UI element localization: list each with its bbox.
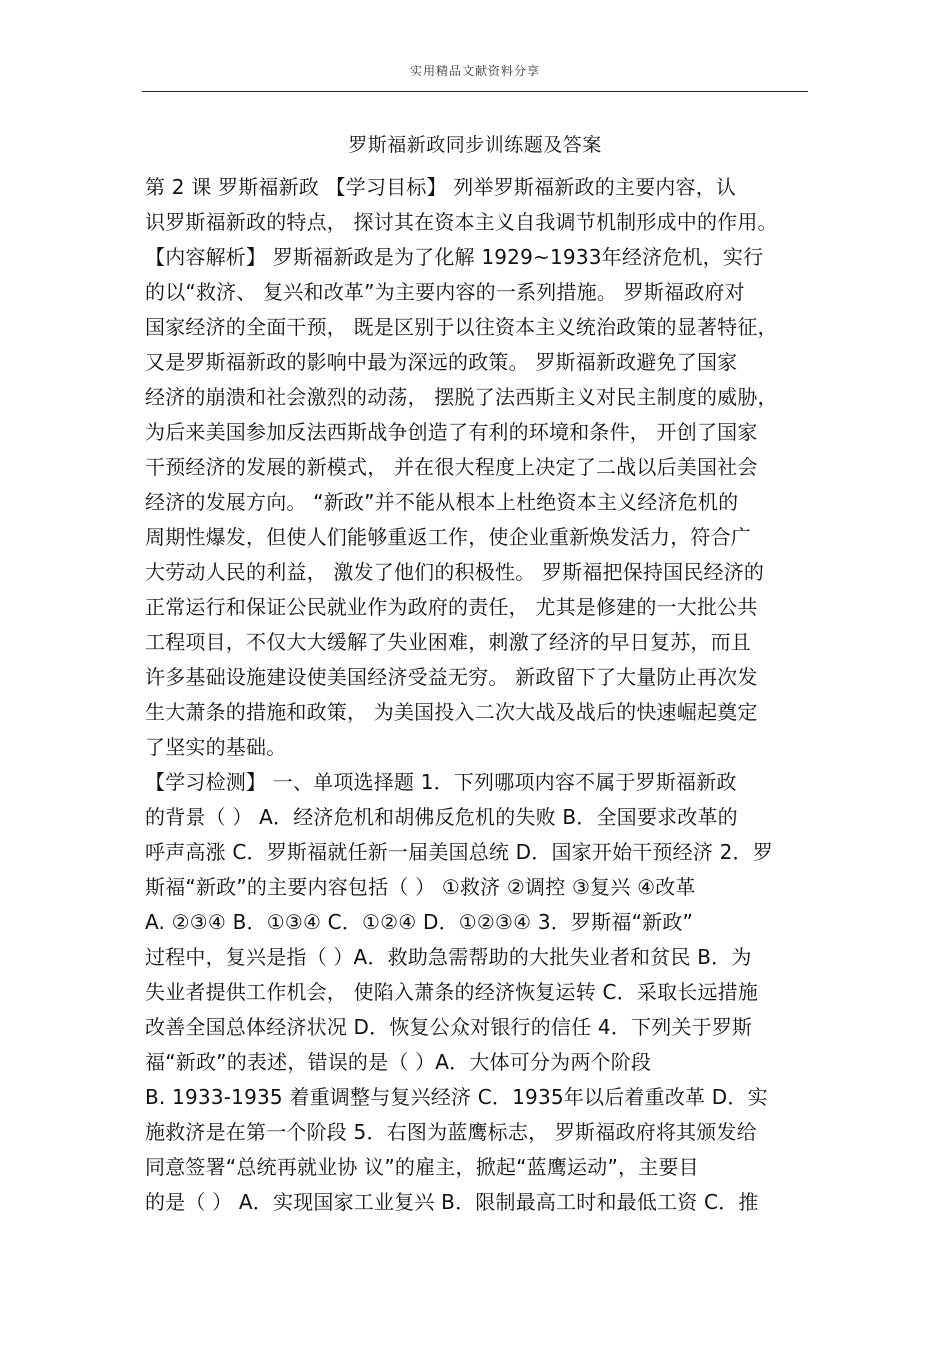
body-line: 许多基础设施建设使美国经济受益无穷。 新政留下了大量防止再次发 bbox=[145, 665, 758, 689]
body-line: A. ②③④ B．①③④ C．①②④ D．①②③④ 3．罗斯福“新政” bbox=[145, 910, 694, 934]
body-line: 改善全国总体经济状况 D．恢复公众对银行的信任 4．下列关于罗斯 bbox=[145, 1015, 753, 1039]
body-line: 的以“救济、 复兴和改革”为主要内容的一系列措施。 罗斯福政府对 bbox=[145, 280, 745, 304]
body-line: 大劳动人民的利益， 激发了他们的积极性。 罗斯福把保持国民经济的 bbox=[145, 560, 765, 584]
body-line: 生大萧条的措施和政策， 为美国投入二次大战及战后的快速崛起奠定 bbox=[145, 700, 758, 724]
body-line: 了坚实的基础。 bbox=[145, 735, 287, 759]
body-line: 的是（ ） A．实现国家工业复兴 B．限制最高工时和最低工资 C．推 bbox=[145, 1190, 759, 1214]
body-line: 经济的发展方向。 “新政”并不能从根本上杜绝资本主义经济危机的 bbox=[145, 490, 739, 514]
body-line: 同意签署“总统再就业协 议”的雇主，掀起“蓝鹰运动”，主要目 bbox=[145, 1155, 699, 1179]
page-header: 实用精品文献资料分享 bbox=[409, 64, 540, 78]
body-line: 为后来美国参加反法西斯战争创造了有利的环境和条件， 开创了国家 bbox=[145, 420, 758, 444]
body-line: 周期性爆发，但使人们能够重返工作，使企业重新焕发活力，符合广 bbox=[145, 525, 751, 549]
body-line: 施救济是在第一个阶段 5．右图为蓝鹰标志， 罗斯福政府将其颁发给 bbox=[145, 1120, 757, 1144]
body-line: 过程中，复兴是指（ ）A．救助急需帮助的大批失业者和贫民 B．为 bbox=[145, 945, 752, 969]
body-line: 呼声高涨 C．罗斯福就任新一届美国总统 D．国家开始干预经济 2．罗 bbox=[145, 840, 773, 864]
body-line: 【内容解析】 罗斯福新政是为了化解 1929~1933年经济危机，实行 bbox=[145, 245, 764, 269]
body-line: 识罗斯福新政的特点， 探讨其在资本主义自我调节机制形成中的作用。 bbox=[145, 210, 778, 234]
body-line: 工程项目，不仅大大缓解了失业困难，刺激了经济的早日复苏，而且 bbox=[145, 630, 751, 654]
body-line: 正常运行和保证公民就业作为政府的责任， 尤其是修建的一大批公共 bbox=[145, 595, 758, 619]
body-line: 的背景（ ） A．经济危机和胡佛反危机的失败 B．全国要求改革的 bbox=[145, 805, 738, 829]
body-line: 第 2 课 罗斯福新政 【学习目标】 列举罗斯福新政的主要内容，认 bbox=[145, 175, 737, 199]
body-line: B. 1933-1935 着重调整与复兴经济 C．1935年以后着重改革 D．实 bbox=[145, 1085, 768, 1109]
document-title: 罗斯福新政同步训练题及答案 bbox=[348, 134, 602, 156]
body-line: 失业者提供工作机会， 使陷入萧条的经济恢复运转 C．采取长远措施 bbox=[145, 980, 759, 1004]
header-divider bbox=[142, 91, 808, 92]
body-line: 又是罗斯福新政的影响中最为深远的政策。 罗斯福新政避免了国家 bbox=[145, 350, 738, 374]
body-line: 【学习检测】 一、单项选择题 1．下列哪项内容不属于罗斯福新政 bbox=[145, 770, 737, 794]
body-line: 国家经济的全面干预， 既是区别于以往资本主义统治政策的显著特征， bbox=[145, 315, 778, 339]
body-line: 斯福“新政”的主要内容包括（ ） ①救济 ②调控 ③复兴 ④改革 bbox=[145, 875, 696, 899]
document-body bbox=[145, 170, 815, 1220]
body-line: 经济的崩溃和社会激烈的动荡， 摆脱了法西斯主义对民主制度的威胁， bbox=[145, 385, 778, 409]
body-line: 干预经济的发展的新模式， 并在很大程度上决定了二战以后美国社会 bbox=[145, 455, 758, 479]
body-line: 福“新政”的表述，错误的是（ ）A．大体可分为两个阶段 bbox=[145, 1050, 652, 1074]
